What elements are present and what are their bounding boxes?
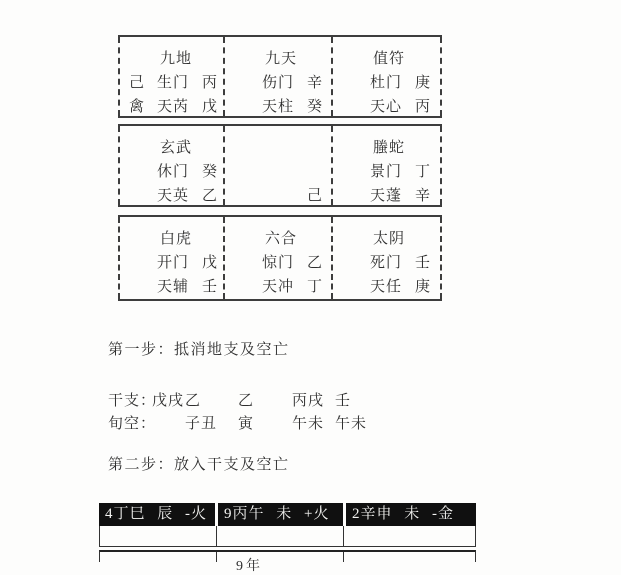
- stem-label: 庚: [415, 75, 432, 91]
- palace-cell-bottom-middle: [225, 217, 333, 299]
- palace-header-cell: 9丙午 未 +火: [218, 503, 343, 526]
- spirit-label: 螣蛇: [373, 140, 406, 156]
- star-line: [333, 184, 440, 208]
- clipped-cell-text: 9年: [236, 559, 263, 574]
- palace-cell-center: [225, 126, 333, 205]
- stem-label: 戊: [202, 99, 219, 115]
- palace-cell-top-middle: [225, 37, 333, 116]
- stem-label: 乙: [307, 255, 324, 271]
- spirit-label: 太阴: [373, 231, 406, 247]
- spirit-line: [333, 136, 440, 160]
- star-label: 天柱: [262, 99, 295, 115]
- grid-row-bottom: [118, 215, 442, 301]
- stem-label: 己: [129, 75, 146, 91]
- door-label: 景门: [370, 164, 403, 180]
- palace-cell-middle-left: [118, 126, 225, 205]
- door-line: [225, 71, 331, 95]
- stem-label: 己: [307, 188, 324, 204]
- star-label: 天心: [370, 99, 403, 115]
- grid-row-top: [118, 35, 442, 118]
- palace-header-cell: 4丁巳 辰 -火: [99, 503, 215, 526]
- palace-table-header: [99, 503, 476, 526]
- door-line: [120, 71, 223, 95]
- stem-label: 辛: [307, 75, 324, 91]
- star-line: [225, 275, 331, 299]
- stem-label: 辛: [415, 188, 432, 204]
- table-cell: [100, 552, 217, 562]
- stem-label: 庚: [415, 279, 432, 295]
- stem-label: 癸: [307, 99, 324, 115]
- stem-label: 丁: [307, 279, 324, 295]
- palace-cell-middle-right: [333, 126, 442, 205]
- table-cell: [100, 526, 217, 546]
- door-line: [225, 160, 331, 184]
- palace-table-empty-row: [99, 526, 476, 547]
- door-line: [225, 251, 331, 275]
- spirit-line: [225, 227, 331, 251]
- spirit-label: 玄武: [160, 140, 193, 156]
- star-line: [120, 184, 223, 208]
- ganzhi-value: 戊戌: [152, 393, 185, 409]
- palace-cell-bottom-left: [118, 217, 225, 299]
- door-label: 开门: [157, 255, 190, 271]
- star-label: 天冲: [262, 279, 295, 295]
- table-cell: [344, 526, 475, 546]
- star-line: [225, 184, 331, 208]
- spirit-label: 九天: [265, 51, 298, 67]
- spirit-line: [225, 136, 331, 160]
- xunkong-label: 旬空：: [108, 416, 157, 432]
- ganzhi-value: 丙戌: [292, 393, 325, 409]
- star-line: [333, 95, 440, 119]
- spirit-line: [120, 136, 223, 160]
- stem-label: 丙: [202, 75, 219, 91]
- table-cell: [344, 552, 475, 562]
- door-line: [120, 160, 223, 184]
- stem-label: 丙: [415, 99, 432, 115]
- spirit-line: [333, 47, 440, 71]
- spirit-label: 六合: [265, 231, 298, 247]
- step1-heading: 第一步：抵消地支及空亡: [108, 342, 290, 358]
- star-label: 天芮: [157, 99, 190, 115]
- palace-cell-top-right: [333, 37, 442, 116]
- palace-cell-top-left: [118, 37, 225, 116]
- spirit-label: 值符: [373, 51, 406, 67]
- spirit-line: [120, 47, 223, 71]
- ganzhi-value: 乙: [238, 393, 255, 409]
- door-line: [333, 71, 440, 95]
- door-line: [120, 251, 223, 275]
- door-label: 生门: [157, 75, 190, 91]
- star-label: 天任: [370, 279, 403, 295]
- star-line: [225, 95, 331, 119]
- spirit-label: 白虎: [160, 231, 193, 247]
- xunkong-value: 子丑: [185, 416, 218, 432]
- spirit-line: [225, 47, 331, 71]
- star-line: [120, 95, 223, 119]
- grid-row-middle: [118, 124, 442, 207]
- palace-table-clipped-row: [99, 550, 476, 574]
- stem-label: 壬: [415, 255, 432, 271]
- xunkong-value: 午未: [292, 416, 325, 432]
- door-label: 杜门: [370, 75, 403, 91]
- door-label: 死门: [370, 255, 403, 271]
- spirit-line: [120, 227, 223, 251]
- stem-label: 禽: [129, 99, 146, 115]
- xunkong-row: [108, 412, 428, 432]
- star-line: [333, 275, 440, 299]
- table-cell: [217, 552, 344, 574]
- ganzhi-label: 干支：: [108, 393, 157, 409]
- stem-label: 壬: [202, 279, 219, 295]
- palace-cell-bottom-right: [333, 217, 442, 299]
- stem-label: 丁: [415, 164, 432, 180]
- spirit-line: [333, 227, 440, 251]
- spirit-label: 九地: [160, 51, 193, 67]
- door-label: 惊门: [262, 255, 295, 271]
- door-label: 伤门: [262, 75, 295, 91]
- stem-label: 戊: [202, 255, 219, 271]
- palace-table: [99, 503, 476, 574]
- star-label: 天蓬: [370, 188, 403, 204]
- xunkong-value: 寅: [238, 416, 255, 432]
- door-line: [333, 251, 440, 275]
- table-cell: [217, 526, 344, 546]
- qimen-chart-grid: [118, 35, 442, 301]
- door-label: 休门: [157, 164, 190, 180]
- palace-header-cell: 2辛申 未 -金: [346, 503, 476, 526]
- door-line: [333, 160, 440, 184]
- ganzhi-row: [108, 389, 428, 409]
- ganzhi-value: 壬: [335, 393, 352, 409]
- step2-heading: 第二步：放入干支及空亡: [108, 457, 290, 473]
- stem-label: 癸: [202, 164, 219, 180]
- star-label: 天英: [157, 188, 190, 204]
- star-line: [120, 275, 223, 299]
- star-label: 天辅: [157, 279, 190, 295]
- stem-label: 乙: [202, 188, 219, 204]
- ganzhi-value: 乙: [185, 393, 202, 409]
- xunkong-value: 午未: [335, 416, 368, 432]
